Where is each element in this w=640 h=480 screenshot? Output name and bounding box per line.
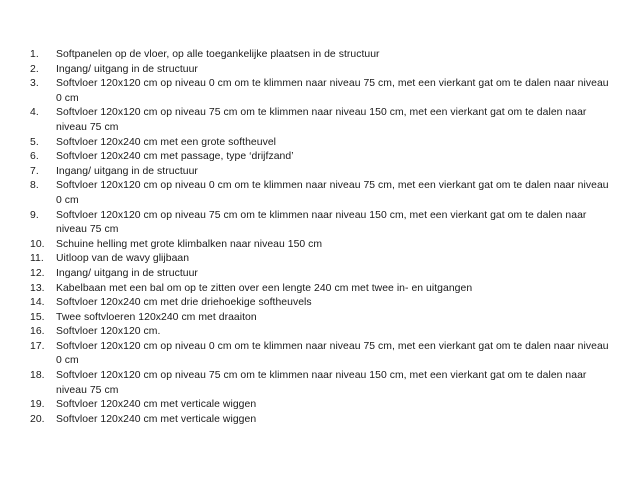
list-item-text: Softvloer 120x120 cm op niveau 75 cm om te klimmen naar niveau 150 cm, met een vierkant gat om te dalen naar niveau 75 cm (56, 370, 587, 396)
list-item-number: 2. (30, 63, 39, 75)
list-item (0, 325, 640, 340)
list-item-number: 17. (30, 340, 45, 352)
list-item-text: Softvloer 120x240 cm met drie driehoekige softheuvels (56, 297, 312, 309)
list-item-number: 14. (30, 297, 45, 309)
list-item (0, 77, 640, 106)
list-item-text: Ingang/ uitgang in de structuur (56, 267, 198, 279)
list-item-number: 20. (30, 413, 45, 425)
list-item (0, 136, 640, 151)
list-item (0, 311, 640, 326)
list-item (0, 150, 640, 165)
list-item (0, 340, 640, 369)
list-item-text: Softpanelen op de vloer, op alle toegankelijke plaatsen in de structuur (56, 49, 380, 60)
list-item-text: Kabelbaan met een bal om op te zitten over een lengte 240 cm met twee in- en uitgangen (56, 282, 473, 294)
list-item-number: 16. (30, 326, 45, 338)
list-item-number: 11. (30, 253, 44, 265)
list-item-text: Ingang/ uitgang in de structuur (56, 63, 198, 75)
list-item (0, 369, 640, 398)
list-item-text: Softvloer 120x120 cm op niveau 0 cm om te klimmen naar niveau 75 cm, met een vierkant gat om te dalen naar niveau 0 cm (56, 180, 609, 206)
list-item-number: 7. (30, 165, 39, 177)
list-item-number: 1. (30, 49, 39, 60)
list-item-text: Softvloer 120x120 cm op niveau 0 cm om te klimmen naar niveau 75 cm, met een vierkant gat om te dalen naar niveau 0 cm (56, 78, 609, 104)
list-item (0, 63, 640, 78)
list-item-number: 8. (30, 180, 39, 192)
list-item-text: Schuine helling met grote klimbalken naar niveau 150 cm (56, 238, 323, 250)
document-page (0, 48, 640, 427)
list-item (0, 165, 640, 180)
list-item-text: Softvloer 120x120 cm op niveau 75 cm om te klimmen naar niveau 150 cm, met een vierkant gat om te dalen naar niveau 75 cm (56, 107, 587, 133)
list-item (0, 398, 640, 413)
list-item-text: Softvloer 120x120 cm op niveau 75 cm om te klimmen naar niveau 150 cm, met een vierkant gat om te dalen naar niveau 75 cm (56, 209, 587, 236)
list-item-number: 9. (30, 209, 39, 221)
list-item (0, 282, 640, 297)
list-item (0, 209, 640, 238)
list-item-number: 5. (30, 136, 39, 148)
list-item-text: Uitloop van de wavy glijbaan (56, 253, 190, 265)
list-item-number: 6. (30, 151, 39, 163)
list-item-text: Softvloer 120x240 cm met verticale wiggen (56, 413, 257, 425)
list-item (0, 179, 640, 208)
list-item-number: 19. (30, 399, 45, 411)
list-item (0, 238, 640, 253)
list-item (0, 413, 640, 428)
list-item-text: Twee softvloeren 120x240 cm met draaiton (56, 311, 257, 323)
list-item-text: Ingang/ uitgang in de structuur (56, 165, 198, 177)
list-item-number: 4. (30, 107, 39, 119)
list-item-text: Softvloer 120x240 cm met een grote softheuvel (56, 136, 277, 148)
list-item-number: 3. (30, 78, 39, 90)
list-item-text: Softvloer 120x120 cm op niveau 0 cm om te klimmen naar niveau 75 cm, met een vierkant gat om te dalen naar niveau 0 cm (56, 340, 609, 367)
numbered-list (0, 48, 640, 427)
list-item (0, 267, 640, 282)
list-item-number: 10. (30, 238, 45, 250)
list-item-number: 12. (30, 267, 45, 279)
list-item-number: 15. (30, 311, 45, 323)
list-item-text: Softvloer 120x240 cm met verticale wiggen (56, 399, 257, 411)
list-item (0, 296, 640, 311)
list-item (0, 106, 640, 135)
list-item (0, 48, 640, 63)
list-item-text: Softvloer 120x120 cm. (56, 326, 161, 338)
list-item-number: 18. (30, 370, 45, 382)
list-item-number: 13. (30, 282, 45, 294)
list-item-text: Softvloer 120x240 cm met passage, type ‘drijfzand’ (56, 151, 294, 163)
list-item (0, 252, 640, 267)
